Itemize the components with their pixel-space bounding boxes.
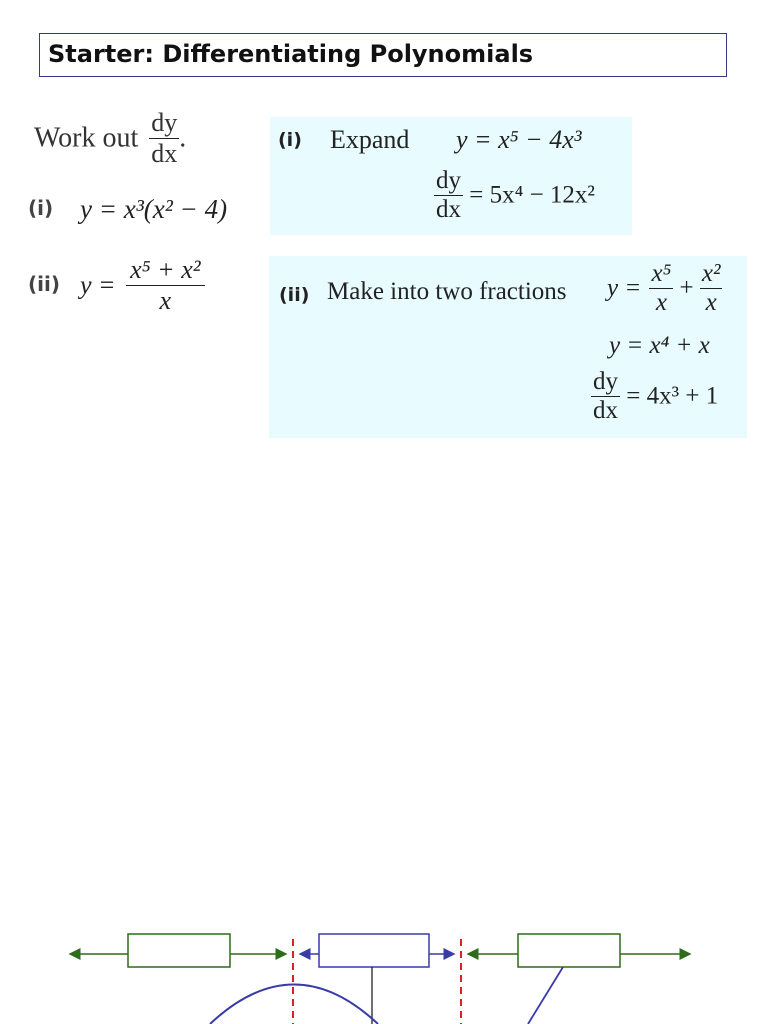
middle-label-box — [319, 934, 429, 967]
question-part2-label: (ii) — [28, 272, 60, 296]
answer2-fraction-2 — [700, 260, 723, 317]
answer2-frac1-den: x — [655, 289, 667, 316]
question-part2-fraction — [126, 255, 204, 316]
question-part1-label: (i) — [28, 196, 54, 220]
answer1-text: Expand — [330, 125, 410, 154]
answer1-line2 — [434, 167, 595, 224]
question-part2-den: x — [159, 286, 172, 315]
answer2-text: Make into two fractions — [327, 278, 567, 305]
title-box — [39, 33, 727, 77]
answer2-line1 — [607, 260, 722, 317]
question-part2-num: x⁵ + x² — [130, 255, 201, 284]
answer1-deriv-num: dy — [436, 167, 461, 194]
prompt-derivative — [149, 108, 179, 169]
answer2-plus: + — [679, 274, 694, 302]
prompt-text: Work out — [34, 122, 139, 154]
answer2-derivative — [591, 368, 620, 425]
prompt-deriv-num: dy — [151, 108, 178, 137]
answer2-line2: y = x⁴ + x — [609, 332, 710, 359]
gradient-diagram — [0, 925, 768, 1024]
answer2-fraction-1 — [649, 260, 673, 317]
answer2-label: (ii) — [279, 284, 310, 306]
answer1-derivative — [434, 167, 463, 224]
question-prompt: Work out $\frac{dy}{dx}$ . — [34, 108, 187, 168]
answer2-frac1-num: x⁵ — [651, 260, 672, 287]
answer1-line1: y = x⁵ − 4x³ — [456, 125, 582, 154]
answer1-line2-rhs: = 5x⁴ − 12x² — [469, 181, 595, 209]
answer1-label: (i) — [278, 129, 302, 151]
answer-panel-2 — [269, 256, 747, 438]
prompt-deriv-den: dx — [151, 139, 178, 168]
question-part1-equation: y = x³(x² − 4) — [80, 194, 228, 224]
right-label-box — [518, 934, 620, 967]
question-part2-lhs: y = — [80, 270, 116, 300]
page-title: Starter: Differentiating Polynomials — [48, 40, 534, 68]
answer2-frac2-den: x — [705, 289, 717, 316]
answer-panel-1 — [270, 117, 632, 235]
question-part2-equation — [80, 255, 205, 316]
answer2-line3-rhs: = 4x³ + 1 — [626, 382, 719, 410]
answer2-deriv-den: dx — [593, 397, 618, 424]
left-label-box — [128, 934, 230, 967]
answer2-deriv-num: dy — [593, 368, 618, 395]
answer2-frac2-num: x² — [701, 260, 721, 287]
answer2-line3 — [591, 368, 718, 425]
answer1-deriv-den: dx — [436, 196, 461, 223]
right-connector — [528, 967, 563, 1024]
answer2-lhs: y = — [607, 274, 642, 302]
